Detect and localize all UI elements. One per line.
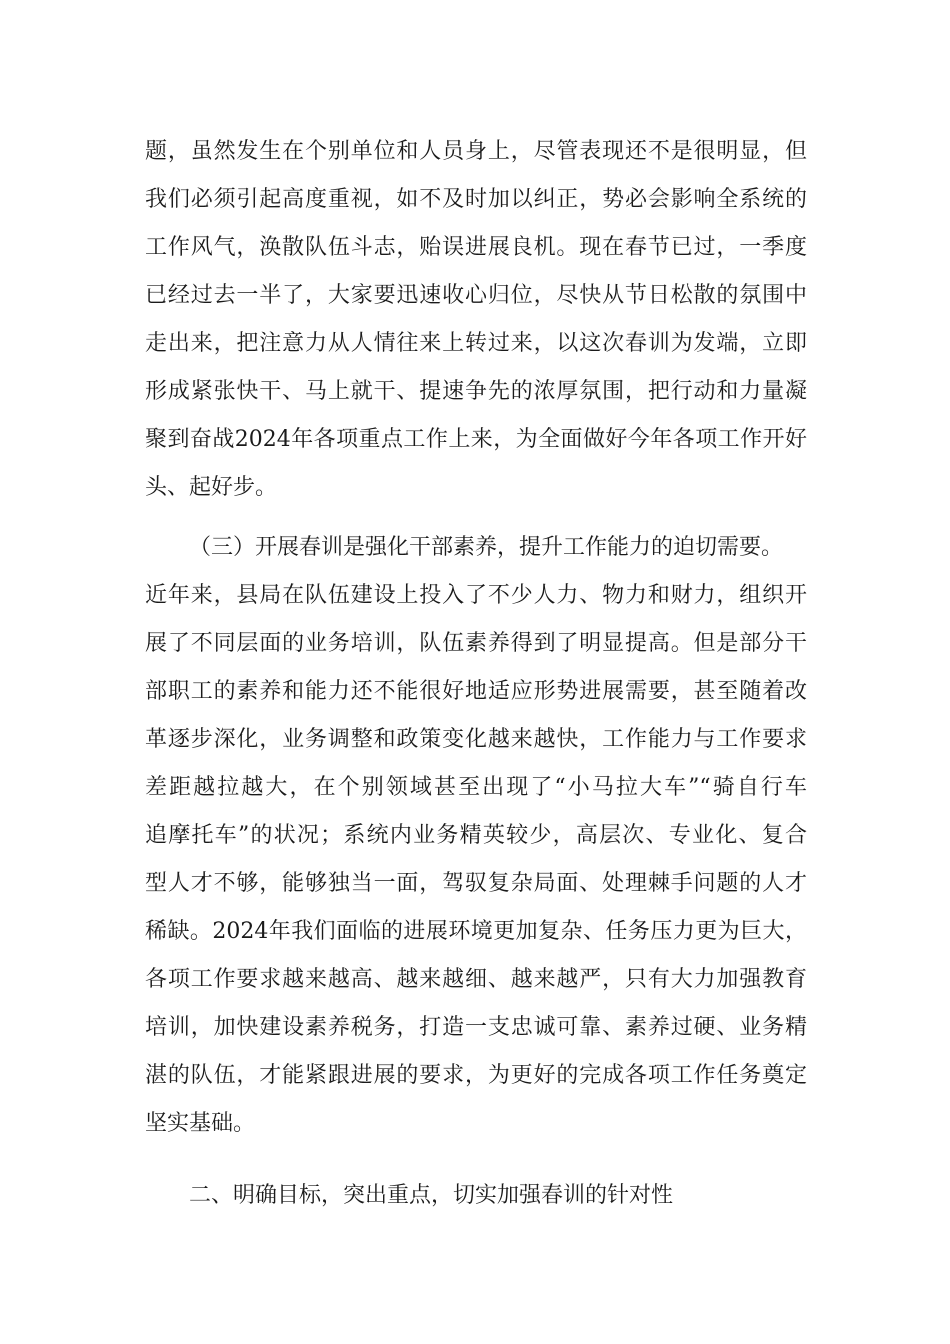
body-text-line: 题，虽然发生在个别单位和人员身上，尽管表现还不是很明显，但 (145, 139, 807, 164)
body-text-line: 展了不同层面的业务培训，队伍素养得到了明显提高。但是部分干 (145, 631, 807, 656)
body-text-line: 各项工作要求越来越高、越来越细、越来越严，只有大力加强教育 (145, 967, 807, 992)
body-text-line: 坚实基础。 (145, 1111, 256, 1136)
body-text-line: 我们必须引起高度重视，如不及时加以纠正，势必会影响全系统的 (145, 187, 807, 212)
body-text-line: 培训，加快建设素养税务，打造一支忠诚可靠、素养过硬、业务精 (145, 1015, 807, 1040)
body-text-line: 工作风气，涣散队伍斗志，贻误进展良机。现在春节已过，一季度 (145, 235, 807, 260)
body-text-line: 型人才不够，能够独当一面，驾驭复杂局面、处理棘手问题的人才 (145, 871, 807, 896)
body-text-line: 近年来，县局在队伍建设上投入了不少人力、物力和财力，组织开 (145, 583, 807, 608)
body-text-line: 已经过去一半了，大家要迅速收心归位，尽快从节日松散的氛围中 (145, 283, 807, 308)
section-heading-2: 二、明确目标，突出重点，切实加强春训的针对性 (189, 1183, 674, 1208)
body-text-line: 稀缺。2024年我们面临的进展环境更加复杂、任务压力更为巨大， (145, 919, 807, 944)
body-text-line: 部职工的素养和能力还不能很好地适应形势进展需要，甚至随着改 (145, 679, 807, 704)
body-text-line: 差距越拉越大，在个别领域甚至出现了“小马拉大车”“骑自行车 (145, 775, 807, 800)
body-text-line: 湛的队伍，才能紧跟进展的要求，为更好的完成各项工作任务奠定 (145, 1063, 807, 1088)
body-text-line: 聚到奋战2024年各项重点工作上来，为全面做好今年各项工作开好 (145, 427, 807, 452)
section-heading-3: （三）开展春训是强化干部素养，提升工作能力的迫切需要。 (189, 535, 784, 560)
body-text-line: 走出来，把注意力从人情往来上转过来，以这次春训为发端，立即 (145, 331, 807, 356)
body-text-line: 追摩托车”的状况；系统内业务精英较少，高层次、专业化、复合 (145, 823, 807, 848)
body-text-line: 形成紧张快干、马上就干、提速争先的浓厚氛围，把行动和力量凝 (145, 379, 807, 404)
body-text-line: 头、起好步。 (145, 475, 278, 500)
body-text-line: 革逐步深化，业务调整和政策变化越来越快，工作能力与工作要求 (145, 727, 807, 752)
